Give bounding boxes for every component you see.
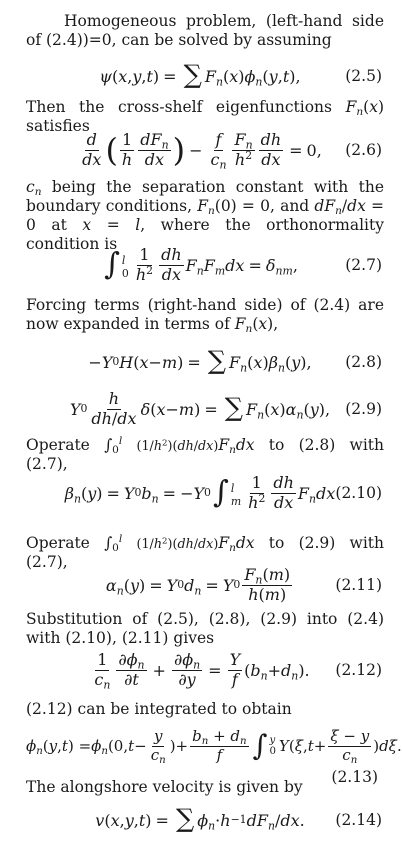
equation-number: (2.6) [345,141,382,159]
equation-number: (2.8) [345,353,382,371]
paragraph-alongshore-velocity: The alongshore velocity is given by [26,778,303,796]
equation-number: (2.14) [335,811,382,829]
equation-2-10: $\beta_n$ ( y ) = Y 0 $b_n$ = − Y 0 ∫ l m $\frac{1}{h^2}$ $\frac{dh}{dx}$ $F_ndx$ (2.10) [64,473,382,512]
paragraph-cross-shelf: Then the cross-shelf eigenfunctions $F_n(x)$ satisfies [26,98,384,135]
equation-number: (2.5) [345,67,382,85]
equation-number: (2.13) [331,768,378,786]
equation-2-14: v ( x , y , t ) = ∑ $\phi_n$ · h −1 $dF_n$ / dx . (2.14) [95,804,382,835]
equation-2-8: − Y 0 H ( x − m ) = ∑ $F_n$ ( x ) $\beta_n$ ( y ), (2.8) [88,346,382,377]
paragraph-integrated: (2.12) can be integrated to obtain [26,700,292,718]
equation-2-12: $\frac{1}{c_n}$ $\frac{\partial\phi_n}{\partial t}$ + $\frac{\partial\phi_n}{\partial y}$ = $\frac{Y}{f}$ ( $b_n$ + $d_n$ ). (2.12) [94,650,382,691]
paragraph-separation-constant: $c_n$ being the separation constant with the boundary conditions, $F_n(0) = 0$, and $dF_n/dx = 0$ at x = l, where the orthonormality condition is [26,178,385,253]
equation-2-13: $\phi_n$ ( y , t ) = $\phi_n$ (0, t − $\frac{y}{c_n}$ )+ $\frac{b_n + d_n}{f}$ ∫ y 0 Y ( ξ , t + $\frac{\xi - y}{c_n}$ ) dξ . (2.13) [26,727,402,786]
equation-number: (2.9) [345,400,382,418]
equation-number: (2.7) [345,256,382,274]
paragraph-homogeneous-problem: Homogeneous problem, (left-hand side of (2.4))=0, can be solved by assuming [26,12,384,49]
paragraph-operate-2-8: Operate $\int_0^l$ $(1/h^2)(dh/dx)F_ndx$ to (2.8) with (2.7), [26,435,384,473]
equation-2-11: $\alpha_n$ ( y ) = Y 0 $d_n$ = Y 0 $\frac{F_n(m)}{h(m)}$ (2.11) [105,565,382,604]
equation-2-5: ψ ( x , y , t ) = ∑ $F_n$ ( x ) $\phi_n$ ( y , t ), (2.5) [99,60,382,91]
paragraph-substitution: Substitution of (2.5), (2.8), (2.9) into (2.4) with (2.10), (2.11) gives [26,610,384,647]
paragraph-operate-2-9: Operate $\int_0^l$ $(1/h^2)(dh/dx)F_ndx$ to (2.9) with (2.7), [26,533,384,571]
equation-2-9: Y 0 $\frac{h}{dh/dx}$ δ ( x − m ) = ∑ $F_n$ ( x ) $\alpha_n$ ( y ), (2.9) [69,389,382,428]
equation-number: (2.12) [335,661,382,679]
paragraph-forcing-terms: Forcing terms (right-hand side) of (2.4) are now expanded in terms of $F_n(x)$, [26,296,384,336]
equation-2-6: $\frac{d}{dx}$ ( $\frac{1}{h}$ $\frac{dF_n}{dx}$ ) − $\frac{f}{c_n}$ $\frac{F_n}{h^2}$ $\frac{dh}{dx}$ = 0, (2.6) [82,130,382,171]
equation-number: (2.10) [335,484,382,502]
equation-2-7: ∫ l 0 $\frac{1}{h^2}$ $\frac{dh}{dx}$ $F_nF_mdx$ = $\delta_{nm}$ , (2.7) [104,245,382,284]
equation-number: (2.11) [335,576,382,594]
